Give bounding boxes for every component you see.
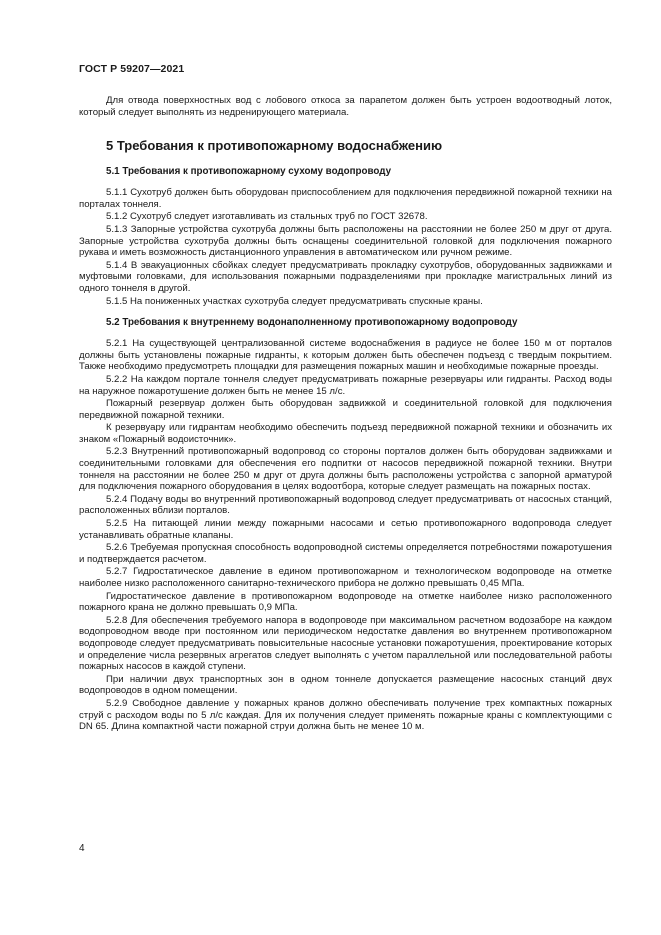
paragraph-5-2-9: 5.2.9 Свободное давление у пожарных кранов должно обеспечивать получение трех компактных пожарных струй с расходом воды по 5 л/с каждая. Для их получения следует применять пожарные краны с комплектующими с DN 65. Длина компактной части пожарной струи должна быть не менее 10 м. [79, 697, 612, 733]
paragraph-5-2-1: 5.2.1 На существующей централизованной системе водоснабжения в радиусе не более 150 м от порталов должны быть установлены пожарные гидранты, к которым должен быть обеспечен подъезд с твердым покрытием. Также необходимо предусмотреть площадки для размещения пожарных машин и необходимые пожарные проезды. [79, 338, 612, 373]
paragraph-5-2-6: 5.2.6 Требуемая пропускная способность водопроводной системы определяется потребностями пожаротушения и подтверждается расчетом. [79, 542, 612, 565]
paragraph-5-2-8: 5.2.8 Для обеспечения требуемого напора в водопроводе при максимальном расчетном водозаборе на каждом водопроводном вводе при постоянном или периодическом недостатке давления во внутреннем противопожарном водопроводе следует предусматривать повысительные насосные установки пожаротушения, проектирование которых и определение числа резервных агрегатов следует выполнять с учетом параллельной или последовательной работы пожарных насосов в каждой ступени. [79, 614, 612, 673]
page-number: 4 [79, 843, 85, 854]
paragraph-5-2-2-reservoir: Пожарный резервуар должен быть оборудован задвижкой и соединительной головкой для подключения передвижной пожарной техники. [79, 398, 612, 421]
section-5-title: 5 Требования к противопожарному водоснабжению [106, 138, 443, 154]
paragraph-5-1-5: 5.1.5 На пониженных участках сухотруба следует предусматривать спускные краны. [106, 295, 483, 307]
section-5-2-title: 5.2 Требования к внутреннему водонаполненному противопожарному водопроводу [106, 317, 518, 329]
paragraph-5-2-5: 5.2.5 На питающей линии между пожарными насосами и сетью противопожарного водопровода следует устанавливать обратные клапаны. [79, 518, 612, 541]
paragraph-5-2-7: 5.2.7 Гидростатическое давление в едином противопожарном и технологическом водопроводе на отметке наиболее низко расположенного санитарно-технического прибора не должно превышать 0,45 МПа. [79, 566, 612, 589]
intro-paragraph: Для отвода поверхностных вод с лобового откоса за парапетом должен быть устроен водоотводный лоток, который следует выполнять из недренирующего материала. [79, 95, 612, 118]
standard-header: ГОСТ Р 59207—2021 [79, 63, 185, 75]
paragraph-5-2-2-access: К резервуару или гидрантам необходимо обеспечить подъезд передвижной пожарной техники и обозначить их знаком «Пожарный водоисточник». [79, 422, 612, 445]
paragraph-5-1-4: 5.1.4 В эвакуационных сбойках следует предусматривать прокладку сухотрубов, оборудованных задвижками и муфтовыми головками, для использования пожарными подразделениями при прокладке магистральных линий из одного тоннеля в другой. [79, 259, 612, 294]
paragraph-5-2-8-zones: При наличии двух транспортных зон в одном тоннеле допускается размещение насосных станций двух водопроводов в одном помещении. [79, 673, 612, 697]
paragraph-5-2-2: 5.2.2 На каждом портале тоннеля следует предусматривать пожарные резервуары или гидранты. Расход воды на наружное пожаротушение должен быть не менее 15 л/с. [79, 373, 612, 397]
page-content [79, 95, 612, 733]
section-5-1-title: 5.1 Требования к противопожарному сухому водопроводу [106, 166, 392, 178]
paragraph-5-2-3: 5.2.3 Внутренний противопожарный водопровод со стороны порталов должен быть оборудован задвижками и соединительными головками для обеспечения его подпитки от насосов передвижной пожарной техники. Внутри тоннеля на расстоянии не более 250 м друг от друга должны быть расположены устройства с запорной арматурой для подключения пожарного оборудования в целях водоотбора, которые следует размещать на пожарных постах. [79, 446, 612, 493]
paragraph-5-1-3: 5.1.3 Запорные устройства сухотруба должны быть расположены на расстоянии не более 250 м друг от друга. Запорные устройства сухотруба должны быть оснащены соединительной головкой для подключения пожарного рукава и иметь возможность дистанционного управления в автоматическом или ручном режиме. [79, 223, 612, 259]
paragraph-5-2-4: 5.2.4 Подачу воды во внутренний противопожарный водопровод следует предусматривать от насосных станций, расположенных вблизи порталов. [79, 493, 612, 517]
paragraph-5-1-2: 5.1.2 Сухотруб следует изготавливать из стальных труб по ГОСТ 32678. [106, 211, 428, 223]
paragraph-5-2-7-hydrant: Гидростатическое давление в противопожарном водопроводе на отметке наиболее низко расположенного пожарного крана не должно превышать 0,9 МПа. [79, 590, 612, 614]
paragraph-5-1-1: 5.1.1 Сухотруб должен быть оборудован приспособлением для подключения передвижной пожарной техники на порталах тоннеля. [79, 187, 612, 210]
